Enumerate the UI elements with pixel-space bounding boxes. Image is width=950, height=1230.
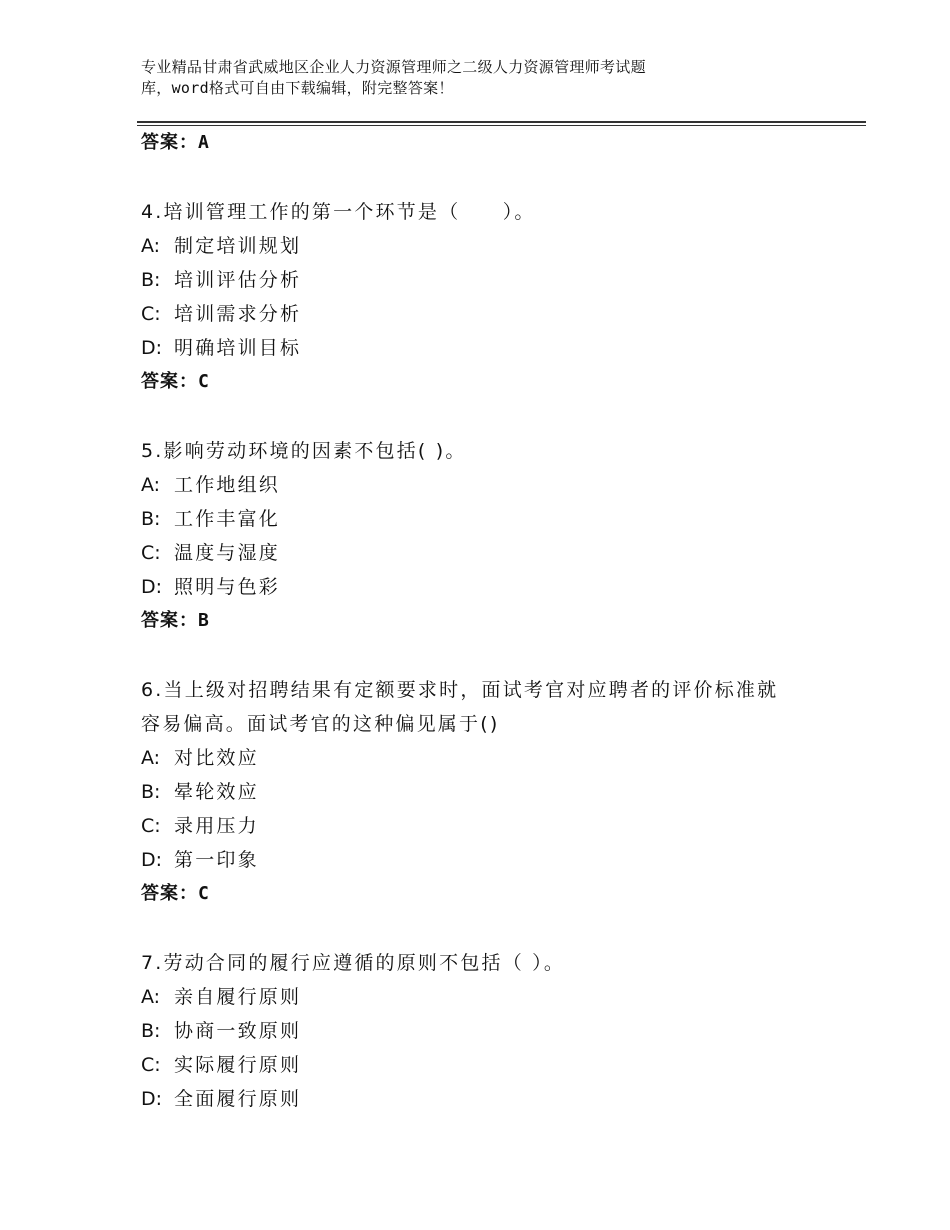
option-text: 晕轮效应 xyxy=(174,781,259,803)
option-letter: A: xyxy=(141,474,161,496)
option-text: 实际履行原则 xyxy=(174,1054,302,1076)
option-letter: B: xyxy=(141,508,161,530)
answer-q6: 答案：C xyxy=(141,883,210,904)
option-letter: D: xyxy=(141,849,163,871)
option-text: 全面履行原则 xyxy=(174,1088,302,1110)
header-rule-thick xyxy=(137,121,866,123)
document-header xyxy=(141,57,781,99)
option-letter: D: xyxy=(141,1088,163,1110)
header-title-line-1: 专业精品甘肃省武威地区企业人力资源管理师之二级人力资源管理师考试题 xyxy=(141,58,646,76)
question-7-option-a xyxy=(141,985,301,1009)
question-6-option-b xyxy=(141,780,259,804)
option-letter: A: xyxy=(141,986,161,1008)
option-text: 工作丰富化 xyxy=(174,508,281,530)
option-text: 照明与色彩 xyxy=(174,576,281,598)
question-6-stem-line-2: 容易偏高。面试考官的这种偏见属于() xyxy=(141,713,500,735)
question-4-stem: 4.培训管理工作的第一个环节是（ ）。 xyxy=(141,201,536,223)
option-text: 对比效应 xyxy=(174,747,259,769)
option-letter: A: xyxy=(141,235,161,257)
question-5-option-a xyxy=(141,473,280,497)
question-6-option-a xyxy=(141,746,259,770)
question-6-stem-line-1: 6.当上级对招聘结果有定额要求时，面试考官对应聘者的评价标准就 xyxy=(141,679,779,701)
header-rule-thin xyxy=(137,125,866,126)
question-5-stem: 5.影响劳动环境的因素不包括( )。 xyxy=(141,440,467,462)
question-4-option-a xyxy=(141,234,301,258)
option-letter: C: xyxy=(141,1054,161,1076)
option-letter: D: xyxy=(141,337,163,359)
question-5-option-c xyxy=(141,541,280,565)
option-text: 工作地组织 xyxy=(174,474,281,496)
question-5-option-b xyxy=(141,507,280,531)
answer-q3: 答案：A xyxy=(141,132,210,153)
option-text: 第一印象 xyxy=(174,849,259,871)
question-7-option-b xyxy=(141,1019,301,1043)
option-text: 培训评估分析 xyxy=(174,269,302,291)
question-7-stem: 7.劳动合同的履行应遵循的原则不包括（ ）。 xyxy=(141,952,566,974)
option-text: 温度与湿度 xyxy=(174,542,281,564)
header-title-line-2: 库，word格式可自由下载编辑，附完整答案！ xyxy=(141,79,454,97)
option-letter: B: xyxy=(141,1020,161,1042)
question-7-option-d xyxy=(141,1087,301,1111)
option-letter: B: xyxy=(141,781,161,803)
option-text: 亲自履行原则 xyxy=(174,986,302,1008)
option-text: 协商一致原则 xyxy=(174,1020,302,1042)
answer-q4: 答案：C xyxy=(141,371,210,392)
question-5-option-d xyxy=(141,575,280,599)
option-letter: A: xyxy=(141,747,161,769)
question-4-option-d xyxy=(141,336,301,360)
option-text: 明确培训目标 xyxy=(174,337,302,359)
question-4-option-b xyxy=(141,268,301,292)
question-7-option-c xyxy=(141,1053,301,1077)
option-text: 制定培训规划 xyxy=(174,235,302,257)
question-6-option-d xyxy=(141,848,259,872)
option-letter: C: xyxy=(141,303,161,325)
option-text: 培训需求分析 xyxy=(174,303,302,325)
option-letter: B: xyxy=(141,269,161,291)
question-4-option-c xyxy=(141,302,301,326)
question-6-option-c xyxy=(141,814,259,838)
option-text: 录用压力 xyxy=(174,815,259,837)
option-letter: C: xyxy=(141,815,161,837)
answer-q5: 答案：B xyxy=(141,610,210,631)
option-letter: C: xyxy=(141,542,161,564)
option-letter: D: xyxy=(141,576,163,598)
